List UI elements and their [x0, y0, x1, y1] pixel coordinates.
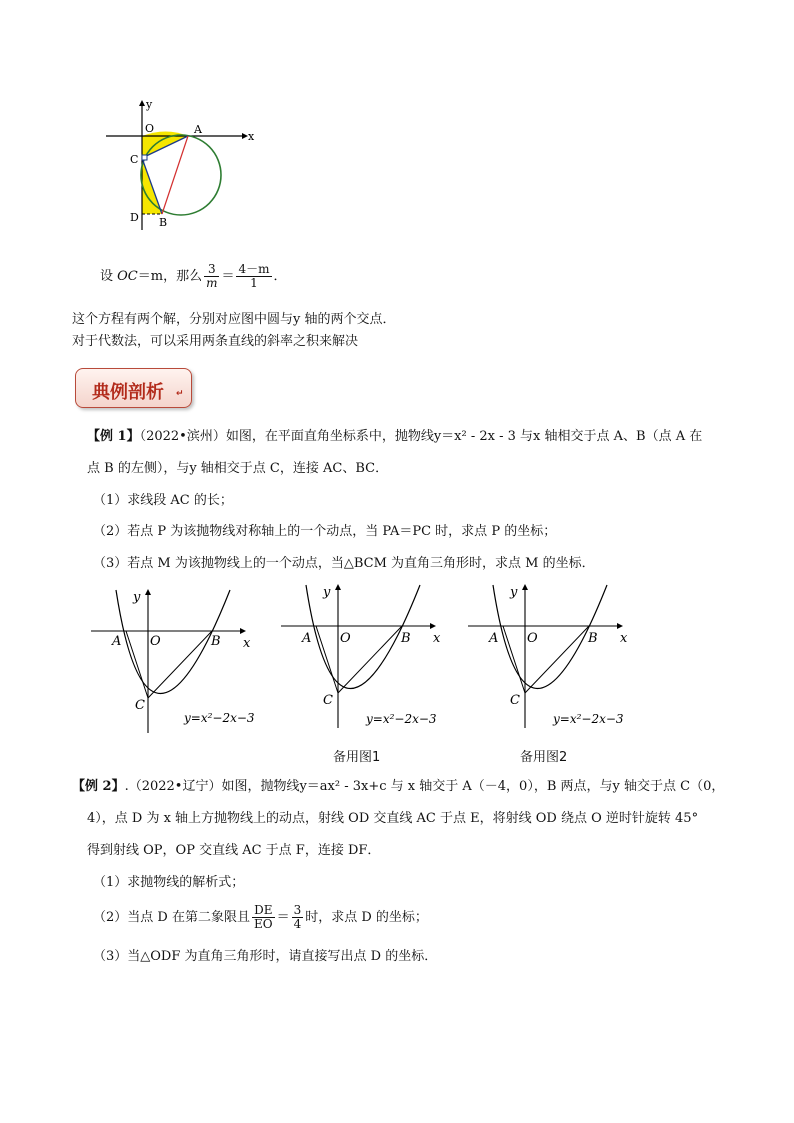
y-axis-arrow — [145, 589, 151, 595]
label-a: A — [302, 631, 312, 646]
fraction-denominator: m — [206, 276, 218, 290]
caption-spare-1: 备用图1 — [333, 750, 381, 765]
label-a: A — [112, 634, 122, 649]
right-angle-mark — [142, 155, 147, 160]
fraction-numerator: 4－m — [238, 262, 270, 276]
circle-figure — [96, 96, 256, 236]
example1-question-1: （1）求线段 AC 的长； — [93, 493, 233, 508]
fraction-de-over-eo — [252, 904, 275, 931]
label-b: B — [588, 631, 598, 646]
label-o: O — [150, 634, 161, 649]
parabola-equation: y=x²−2x−3 — [553, 712, 624, 726]
segment-ac — [503, 626, 525, 693]
label-b: B — [159, 216, 168, 229]
fraction-3-over-4 — [292, 904, 304, 931]
label-o: O — [340, 631, 351, 646]
label-x: x — [620, 631, 628, 646]
fraction-numerator: 3 — [293, 903, 302, 917]
y-axis-arrow — [335, 584, 341, 590]
x-axis-arrow — [430, 623, 436, 629]
label-b: B — [211, 634, 221, 649]
x-axis-arrow — [240, 628, 246, 634]
parabola-equation: y=x²−2x−3 — [184, 711, 255, 725]
example2-line-1 — [72, 778, 724, 796]
chord-ab — [162, 136, 188, 214]
label-y: y — [510, 585, 518, 600]
circle — [141, 135, 221, 215]
label-a: A — [489, 631, 499, 646]
label-c: C — [510, 693, 520, 708]
label-o: O — [527, 631, 538, 646]
let-prefix: 设 — [100, 269, 118, 284]
fraction-numerator: DE — [252, 904, 275, 918]
fraction-3-over-m — [204, 263, 219, 290]
example1-tag: 【例 1】 — [87, 429, 140, 444]
fraction-denominator: 4 — [293, 917, 302, 931]
eq-m-text: ＝m，那么 — [137, 269, 203, 284]
label-b: B — [401, 631, 411, 646]
intro-equation-line — [100, 257, 287, 297]
fraction-4-minus-m-over-1 — [236, 263, 271, 290]
segment-ac — [126, 631, 148, 698]
equals-sign: ＝ — [221, 269, 235, 284]
label-y: y — [146, 98, 153, 111]
example1-line-2: 点 B 的左侧），与y 轴相交于点 C，连接 AC、BC． — [87, 461, 389, 476]
example2-tag: 【例 2】 — [72, 779, 125, 794]
label-d: D — [130, 211, 139, 224]
q2-prefix: （2）当点 D 在第二象限且 — [93, 910, 250, 925]
period: ． — [273, 269, 287, 284]
label-c: C — [323, 693, 333, 708]
parabola-figure-spare-1 — [278, 580, 453, 732]
example2-text-1: .（2022•辽宁）如图，抛物线y＝ax² - 3x+c 与 x 轴交于 A（－4，0），B 两点，与y 轴交于点 C（0， — [124, 779, 725, 794]
parabola-equation: y=x²−2x−3 — [366, 712, 437, 726]
y-axis-arrow — [139, 100, 145, 106]
intro-line-3: 对于代数法，可以采用两条直线的斜率之积来解决 — [72, 334, 359, 349]
section-badge — [75, 368, 192, 408]
example2-question-2 — [93, 898, 428, 938]
example2-question-3: （3）当△ODF 为直角三角形时，请直接写出点 D 的坐标． — [93, 949, 438, 964]
intro-line-2: 这个方程有两个解，分别对应图中圆与y 轴的两个交点． — [72, 312, 396, 327]
q2-equals: ＝ — [276, 910, 290, 925]
label-c: C — [130, 153, 139, 166]
parabola-figure-main — [88, 585, 263, 737]
label-c: C — [135, 698, 145, 713]
example2-question-1: （1）求抛物线的解析式； — [93, 875, 245, 890]
parabola-figure-spare-2 — [465, 580, 640, 732]
fraction-numerator: 3 — [204, 263, 219, 277]
q2-suffix: 时，求点 D 的坐标； — [305, 910, 428, 925]
label-x: x — [248, 130, 255, 143]
section-title: 典例剖析 — [92, 382, 164, 403]
label-a: A — [194, 123, 202, 136]
label-x: x — [243, 636, 251, 651]
label-x: x — [433, 631, 441, 646]
label-y: y — [133, 590, 141, 605]
example1-question-3: （3）若点 M 为该抛物线上的一个动点，当△BCM 为直角三角形时，求点 M 的坐标． — [93, 556, 595, 571]
fraction-denominator: EO — [253, 917, 273, 931]
segment-ac — [316, 626, 338, 693]
example1-text-1: （2022•滨州）如图，在平面直角坐标系中，抛物线y＝x² - 2x - 3 与x 轴相交于点 A、B（点 A 在 — [139, 429, 703, 444]
example2-line-2: 4），点 D 为 x 轴上方抛物线上的动点，射线 OD 交直线 AC 于点 E，将射线 OD 绕点 O 逆时针旋转 45° — [87, 811, 699, 826]
y-axis-arrow — [522, 584, 528, 590]
fraction-denominator: 1 — [250, 276, 258, 290]
oc-label: OC — [117, 269, 138, 284]
return-mark: ↵ — [176, 389, 184, 399]
label-o: O — [145, 122, 155, 135]
caption-spare-2: 备用图2 — [520, 750, 568, 765]
x-axis-arrow — [617, 623, 623, 629]
label-y: y — [323, 585, 331, 600]
example1-line-1 — [87, 428, 702, 446]
example1-question-2: （2）若点 P 为该抛物线对称轴上的一个动点，当 PA＝PC 时，求点 P 的坐标； — [93, 524, 557, 539]
example2-line-3: 得到射线 OP，OP 交直线 AC 于点 F，连接 DF． — [87, 843, 381, 858]
